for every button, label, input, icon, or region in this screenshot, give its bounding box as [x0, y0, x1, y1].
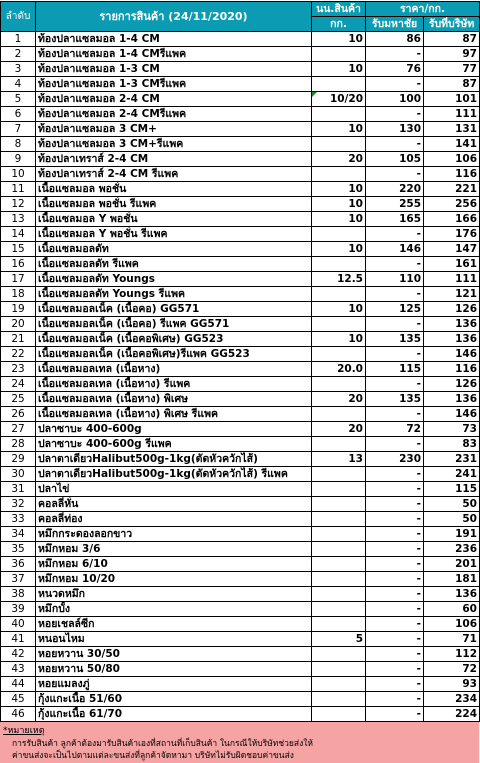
table-row — [1, 317, 480, 332]
row-company: 87 — [424, 32, 480, 47]
row-name: ท้องปลาแซลมอล 2-4 CMรีแพค — [36, 107, 312, 122]
row-no: 23 — [1, 362, 36, 377]
row-qty: 10 — [312, 62, 366, 77]
table-row — [1, 422, 480, 437]
row-qty — [312, 617, 366, 632]
row-qty — [312, 47, 366, 62]
row-no: 25 — [1, 392, 36, 407]
row-qty: 5 — [312, 632, 366, 647]
table-row — [1, 197, 480, 212]
table-row — [1, 677, 480, 692]
table-row — [1, 272, 480, 287]
header-item: รายการสินค้า (24/11/2020) — [36, 2, 312, 32]
price-list-table — [0, 1, 480, 722]
row-name: เนื้อแซลมอลเทล (เนื้อหาง) รีแพค — [36, 377, 312, 392]
row-company: 191 — [424, 527, 480, 542]
row-pickup: - — [366, 437, 424, 452]
row-no: 26 — [1, 407, 36, 422]
row-no: 34 — [1, 527, 36, 542]
row-pickup: 220 — [366, 182, 424, 197]
row-name: ปลาไข่ — [36, 482, 312, 497]
row-qty — [312, 407, 366, 422]
table-row — [1, 182, 480, 197]
row-company: 101 — [424, 92, 480, 107]
row-company: 72 — [424, 662, 480, 677]
row-name: ปลาตาเดียวHalibut500g-1kg(ตัดหัวควักไส้) รีแพค — [36, 467, 312, 482]
row-qty — [312, 692, 366, 707]
row-pickup: 86 — [366, 32, 424, 47]
table-row — [1, 452, 480, 467]
row-name: ท้องปลาเทราส์ 2-4 CM — [36, 152, 312, 167]
row-no: 12 — [1, 197, 36, 212]
row-no: 14 — [1, 227, 36, 242]
table-row — [1, 467, 480, 482]
row-company: 106 — [424, 617, 480, 632]
row-no: 8 — [1, 137, 36, 152]
row-pickup: - — [366, 167, 424, 182]
row-pickup: 105 — [366, 152, 424, 167]
row-name: เนื้อแซลมอล พอชั่น — [36, 182, 312, 197]
row-name: ปลาซาบะ 400-600g — [36, 422, 312, 437]
row-name: หมึกหอม 6/10 — [36, 557, 312, 572]
row-pickup: 135 — [366, 392, 424, 407]
table-row — [1, 662, 480, 677]
row-pickup: 76 — [366, 62, 424, 77]
row-no: 19 — [1, 302, 36, 317]
row-no: 28 — [1, 437, 36, 452]
row-qty — [312, 137, 366, 152]
header-price: ราคา/กก. — [366, 2, 480, 17]
footer-title: *หมายเหตุ — [3, 726, 45, 736]
row-pickup: - — [366, 347, 424, 362]
row-pickup: - — [366, 227, 424, 242]
row-company: 136 — [424, 332, 480, 347]
table-row — [1, 512, 480, 527]
row-no: 7 — [1, 122, 36, 137]
row-qty — [312, 467, 366, 482]
row-company: 121 — [424, 287, 480, 302]
row-qty: 20 — [312, 392, 366, 407]
row-name: หมึกบั้ง — [36, 602, 312, 617]
row-no: 42 — [1, 647, 36, 662]
table-row — [1, 617, 480, 632]
row-qty — [312, 677, 366, 692]
header-weight-unit: กก. — [312, 17, 366, 32]
row-no: 41 — [1, 632, 36, 647]
row-pickup: 146 — [366, 242, 424, 257]
row-name: เนื้อแซลมอลเน็ค (เนื้อคอ) รีแพค GG571 — [36, 317, 312, 332]
row-no: 21 — [1, 332, 36, 347]
row-qty: 10 — [312, 122, 366, 137]
table-row — [1, 587, 480, 602]
row-no: 10 — [1, 167, 36, 182]
row-pickup: - — [366, 587, 424, 602]
row-company: 116 — [424, 167, 480, 182]
row-name: เนื้อแซลมอลเทล (เนื้อหาง) — [36, 362, 312, 377]
header-price-company: รับที่บริษัท — [424, 17, 480, 32]
row-pickup: - — [366, 482, 424, 497]
row-no: 44 — [1, 677, 36, 692]
table-row — [1, 137, 480, 152]
row-pickup: 72 — [366, 422, 424, 437]
table-row — [1, 602, 480, 617]
row-qty: 20.0 — [312, 362, 366, 377]
row-name: เนื้อแซลมอลเน็ค (เนื้อคอ) GG571 — [36, 302, 312, 317]
row-pickup: - — [366, 527, 424, 542]
row-company: 50 — [424, 497, 480, 512]
row-name: ท้องปลาแซลมอล 1-4 CMรีแพค — [36, 47, 312, 62]
row-pickup: 230 — [366, 452, 424, 467]
header-no: ลำดับ — [1, 2, 36, 32]
table-row — [1, 242, 480, 257]
row-name: ท้องปลาแซลมอล 1-3 CM — [36, 62, 312, 77]
row-qty — [312, 527, 366, 542]
row-no: 6 — [1, 107, 36, 122]
row-pickup: - — [366, 47, 424, 62]
row-name: ท้องปลาแซลมอล 2-4 CM — [36, 92, 312, 107]
row-company: 147 — [424, 242, 480, 257]
row-no: 35 — [1, 542, 36, 557]
table-row — [1, 557, 480, 572]
table-row — [1, 632, 480, 647]
row-no: 27 — [1, 422, 36, 437]
row-no: 15 — [1, 242, 36, 257]
row-pickup: 255 — [366, 197, 424, 212]
row-pickup: 135 — [366, 332, 424, 347]
row-no: 46 — [1, 707, 36, 722]
row-pickup: - — [366, 137, 424, 152]
table-row — [1, 482, 480, 497]
row-qty — [312, 107, 366, 122]
row-pickup: - — [366, 377, 424, 392]
footer-line-1: การรับสินค้า ลูกค้าต้องมารับสินค้าเองที่สถานที่เก็บสินค้า ในกรณีให้บริษัทช่วยส่งให้ — [12, 739, 313, 749]
row-company: 50 — [424, 512, 480, 527]
row-pickup: 115 — [366, 362, 424, 377]
table-row — [1, 362, 480, 377]
row-qty — [312, 602, 366, 617]
row-company: 112 — [424, 647, 480, 662]
table-row — [1, 692, 480, 707]
footer-note — [0, 722, 479, 763]
table-row — [1, 647, 480, 662]
row-qty: 10 — [312, 32, 366, 47]
row-qty — [312, 227, 366, 242]
row-qty — [312, 512, 366, 527]
row-pickup: - — [366, 407, 424, 422]
row-no: 1 — [1, 32, 36, 47]
row-pickup: 125 — [366, 302, 424, 317]
row-name: ปลาซาบะ 400-600g รีแพค — [36, 437, 312, 452]
row-name: เนื้อแซลมอลเทล (เนื้อหาง) พิเศษ — [36, 392, 312, 407]
row-pickup: - — [366, 497, 424, 512]
row-company: 97 — [424, 47, 480, 62]
row-company: 77 — [424, 62, 480, 77]
row-company: 71 — [424, 632, 480, 647]
row-qty: 10/20 — [312, 92, 366, 107]
row-company: 126 — [424, 302, 480, 317]
row-qty — [312, 662, 366, 677]
row-company: 236 — [424, 542, 480, 557]
row-no: 36 — [1, 557, 36, 572]
row-no: 37 — [1, 572, 36, 587]
row-name: หนวดหมึก — [36, 587, 312, 602]
table-row — [1, 167, 480, 182]
row-qty — [312, 542, 366, 557]
row-no: 40 — [1, 617, 36, 632]
row-pickup: - — [366, 257, 424, 272]
row-pickup: - — [366, 647, 424, 662]
row-name: เนื้อแซลมอล Y พอชั่น รีแพค — [36, 227, 312, 242]
row-company: 161 — [424, 257, 480, 272]
row-no: 43 — [1, 662, 36, 677]
row-company: 256 — [424, 197, 480, 212]
row-name: เนื้อแซลมอลเทล (เนื้อหาง) พิเศษ รีแพค — [36, 407, 312, 422]
row-pickup: - — [366, 617, 424, 632]
row-qty — [312, 317, 366, 332]
row-name: เนื้อแซลมอลเน็ค (เนื้อคอพิเศษ) GG523 — [36, 332, 312, 347]
row-company: 136 — [424, 587, 480, 602]
row-name: คอลลี่ท่อง — [36, 512, 312, 527]
row-pickup: 130 — [366, 122, 424, 137]
table-row — [1, 527, 480, 542]
row-name: กุ้งแกะเนื้อ 61/70 — [36, 707, 312, 722]
table-row — [1, 497, 480, 512]
row-name: ท้องปลาแซลมอล 3 CM+รีแพค — [36, 137, 312, 152]
row-qty — [312, 497, 366, 512]
row-company: 146 — [424, 407, 480, 422]
row-qty — [312, 377, 366, 392]
table-row — [1, 287, 480, 302]
row-name: เนื้อแซลมอลดัท Youngs — [36, 272, 312, 287]
table-row — [1, 107, 480, 122]
row-name: ท้องปลาแซลมอล 1-4 CM — [36, 32, 312, 47]
row-company: 83 — [424, 437, 480, 452]
row-pickup: - — [366, 692, 424, 707]
row-company: 231 — [424, 452, 480, 467]
row-no: 45 — [1, 692, 36, 707]
table-row — [1, 437, 480, 452]
row-company: 126 — [424, 377, 480, 392]
row-no: 33 — [1, 512, 36, 527]
row-no: 4 — [1, 77, 36, 92]
row-company: 111 — [424, 107, 480, 122]
table-row — [1, 32, 480, 47]
row-pickup: - — [366, 542, 424, 557]
row-company: 131 — [424, 122, 480, 137]
table-row — [1, 332, 480, 347]
table-row — [1, 302, 480, 317]
row-name: หอยหวาน 50/80 — [36, 662, 312, 677]
row-company: 141 — [424, 137, 480, 152]
row-qty — [312, 572, 366, 587]
table-row — [1, 407, 480, 422]
row-qty: 10 — [312, 197, 366, 212]
table-row — [1, 47, 480, 62]
row-no: 30 — [1, 467, 36, 482]
row-qty — [312, 437, 366, 452]
row-no: 2 — [1, 47, 36, 62]
row-pickup: - — [366, 512, 424, 527]
table-row — [1, 707, 480, 722]
row-qty — [312, 557, 366, 572]
row-qty: 10 — [312, 302, 366, 317]
row-name: เนื้อแซลมอลดัท Youngs รีแพค — [36, 287, 312, 302]
row-pickup: - — [366, 632, 424, 647]
header-weight: นน.สินค้า — [312, 2, 366, 17]
row-qty: 10 — [312, 332, 366, 347]
row-qty: 13 — [312, 452, 366, 467]
row-pickup: - — [366, 287, 424, 302]
table-row — [1, 92, 480, 107]
row-qty — [312, 482, 366, 497]
row-qty — [312, 287, 366, 302]
row-qty: 20 — [312, 422, 366, 437]
row-company: 106 — [424, 152, 480, 167]
row-no: 9 — [1, 152, 36, 167]
table-row — [1, 392, 480, 407]
table-row — [1, 542, 480, 557]
row-qty — [312, 587, 366, 602]
footer-line-2: ค่าขนส่งจะเป็นไปตามแต่ละขนส่งที่ลูกค้าจัดหามา บริษัทไม่รับผิดชอบค่าขนส่ง — [12, 751, 294, 761]
row-pickup: - — [366, 602, 424, 617]
row-qty: 20 — [312, 152, 366, 167]
row-name: หอยหวาน 30/50 — [36, 647, 312, 662]
row-company: 241 — [424, 467, 480, 482]
row-name: หมึกหอม 10/20 — [36, 572, 312, 587]
row-name: เนื้อแซลมอลดัท — [36, 242, 312, 257]
row-no: 5 — [1, 92, 36, 107]
row-no: 24 — [1, 377, 36, 392]
row-company: 136 — [424, 317, 480, 332]
row-company: 176 — [424, 227, 480, 242]
row-qty — [312, 707, 366, 722]
row-pickup: 100 — [366, 92, 424, 107]
row-name: หอยเชลล์ซีก — [36, 617, 312, 632]
table-row — [1, 62, 480, 77]
row-company: 73 — [424, 422, 480, 437]
row-pickup: - — [366, 317, 424, 332]
row-company: 116 — [424, 362, 480, 377]
row-pickup: - — [366, 557, 424, 572]
row-company: 146 — [424, 347, 480, 362]
header-row-1 — [1, 2, 480, 17]
row-qty — [312, 257, 366, 272]
row-company: 234 — [424, 692, 480, 707]
row-name: หอยแมลงภู่ — [36, 677, 312, 692]
row-pickup: - — [366, 677, 424, 692]
row-name: เนื้อแซลมอลดัท รีแพค — [36, 257, 312, 272]
row-name: หมึกกระดองลอกขาว — [36, 527, 312, 542]
row-no: 3 — [1, 62, 36, 77]
row-name: เนื้อแซลมอล Y พอชั่น — [36, 212, 312, 227]
row-pickup: - — [366, 77, 424, 92]
row-name: เนื้อแซลมอลเน็ค (เนื้อคอพิเศษ)รีแพค GG523 — [36, 347, 312, 362]
row-pickup: 165 — [366, 212, 424, 227]
table-row — [1, 122, 480, 137]
row-company: 115 — [424, 482, 480, 497]
row-pickup: - — [366, 662, 424, 677]
row-qty — [312, 167, 366, 182]
row-company: 181 — [424, 572, 480, 587]
table-row — [1, 347, 480, 362]
row-qty — [312, 77, 366, 92]
row-no: 20 — [1, 317, 36, 332]
row-qty — [312, 647, 366, 662]
row-name: เนื้อแซลมอล พอชั่น รีแพค — [36, 197, 312, 212]
row-qty: 10 — [312, 182, 366, 197]
row-pickup: 110 — [366, 272, 424, 287]
row-name: ท้องปลาแซลมอล 3 CM+ — [36, 122, 312, 137]
row-company: 111 — [424, 272, 480, 287]
row-no: 17 — [1, 272, 36, 287]
row-company: 87 — [424, 77, 480, 92]
row-no: 38 — [1, 587, 36, 602]
row-company: 224 — [424, 707, 480, 722]
row-qty: 10 — [312, 212, 366, 227]
table-row — [1, 572, 480, 587]
row-company: 221 — [424, 182, 480, 197]
row-name: ท้องปลาแซลมอล 1-3 CMรีแพค — [36, 77, 312, 92]
row-name: คอลลี่หั่น — [36, 497, 312, 512]
row-no: 32 — [1, 497, 36, 512]
row-name: ท้องปลาเทราส์ 2-4 CM รีแพค — [36, 167, 312, 182]
row-company: 93 — [424, 677, 480, 692]
row-no: 22 — [1, 347, 36, 362]
row-no: 29 — [1, 452, 36, 467]
row-no: 31 — [1, 482, 36, 497]
table-row — [1, 212, 480, 227]
row-pickup: - — [366, 707, 424, 722]
row-no: 39 — [1, 602, 36, 617]
row-pickup: - — [366, 107, 424, 122]
table-row — [1, 152, 480, 167]
row-name: หมึกหอม 3/6 — [36, 542, 312, 557]
row-company: 60 — [424, 602, 480, 617]
row-name: กุ้งแกะเนื้อ 51/60 — [36, 692, 312, 707]
row-qty: 10 — [312, 242, 366, 257]
row-no: 16 — [1, 257, 36, 272]
row-qty — [312, 347, 366, 362]
header-price-pickup: รับมหาชัย — [366, 17, 424, 32]
row-company: 166 — [424, 212, 480, 227]
row-no: 13 — [1, 212, 36, 227]
row-qty: 12.5 — [312, 272, 366, 287]
row-name: หนอนไหม — [36, 632, 312, 647]
row-no: 18 — [1, 287, 36, 302]
row-no: 11 — [1, 182, 36, 197]
table-row — [1, 227, 480, 242]
table-row — [1, 257, 480, 272]
row-company: 201 — [424, 557, 480, 572]
row-name: ปลาตาเดียวHalibut500g-1kg(ตัดหัวควักไส้) — [36, 452, 312, 467]
row-pickup: - — [366, 572, 424, 587]
table-row — [1, 77, 480, 92]
row-pickup: - — [366, 467, 424, 482]
table-row — [1, 377, 480, 392]
row-company: 136 — [424, 392, 480, 407]
